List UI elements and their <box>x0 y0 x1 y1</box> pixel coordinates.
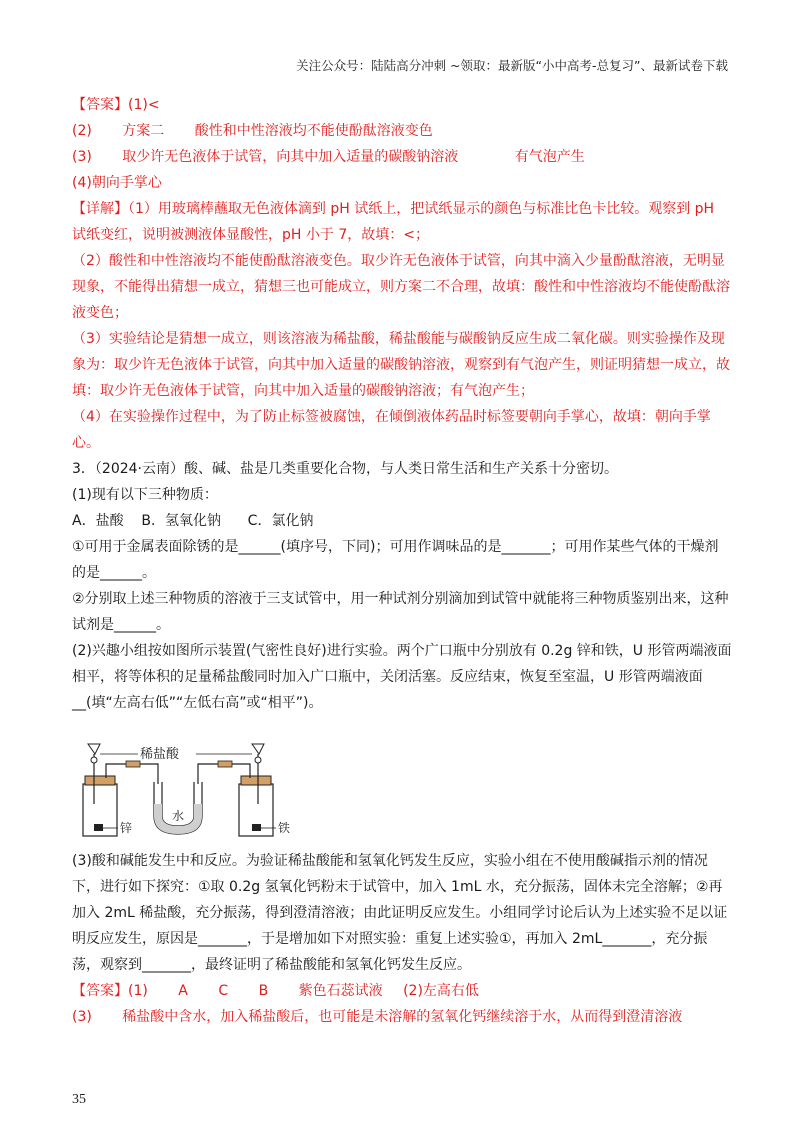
detail-paragraph-1 <box>72 196 732 248</box>
right-funnel <box>252 744 264 754</box>
page-content <box>72 92 732 1030</box>
left-stopper <box>85 776 115 785</box>
answer-2-part-2: 酸性和中性溶液均不能使酚酞溶液变色 <box>194 123 433 139</box>
answer2-tag: 【答案】 <box>72 983 128 999</box>
answer2-line-1 <box>72 978 732 1004</box>
detail-paragraph-3: （3）实验结论是猜想一成立，则该溶液为稀盐酸，稀盐酸能与碳酸钠反应生成二氧化碳。则实验操作及现象为：取少许无色液体于试管，向其中加入适量的碳酸钠溶液，观察到有气泡产生，则证明猜想一成立，故填：取少许无色液体于试管，向其中加入适量的碳酸钠溶液；有气泡产生； <box>72 331 730 399</box>
answer-3-part-1: 取少许无色液体于试管，向其中加入适量的碳酸钠溶液 <box>122 149 459 165</box>
question-part-3: (3)酸和碱能发生中和反应。为验证稀盐酸能和氢氧化钙发生反应，实验小组在不使用酸碱指示剂的情况下，进行如下探究：①取 0.2g 氢氧化钙粉末于试管中，加入 1mL 水，充分振荡，固体未完全溶解；②再加入 2mL 稀盐酸，充分振荡，得到澄清溶液；由此证明反应发生。小组同学讨论后认为上述实验不足以证明反应发生，原因是_______，于是增加如下对照实验：重复上述实验①，再加入 2mL_______，充分振荡，观察到_______，最终证明了稀盐酸能和氢氧化钙发生反应。 <box>72 853 728 973</box>
answer-4: (4)朝向手掌心 <box>72 175 162 191</box>
apparatus-diagram <box>78 724 298 844</box>
page-header: 关注公众号：陆陆高分冲刺 ~领取：最新版“小中高考-总复习”、最新试卷下载 <box>296 58 728 73</box>
answer-line-2 <box>72 118 732 144</box>
right-stopper <box>241 776 271 785</box>
iron-label: 铁 <box>278 821 291 835</box>
answer-2-num: (2) <box>72 123 92 139</box>
answer-2-part-1: 方案二 <box>122 123 165 139</box>
water-label: 水 <box>172 809 185 823</box>
acid-label: 稀盐酸 <box>140 747 180 762</box>
question-intro: 3．（2024·云南）酸、碱、盐是几类重要化合物，与人类日常生活和生产关系十分密切。 <box>72 461 618 477</box>
left-hose <box>126 761 140 767</box>
answer2-reason: 稀盐酸中含水，加入稀盐酸后，也可能是未溶解的氢氧化钙继续溶于水，从而得到澄清溶液 <box>122 1009 683 1025</box>
answer2-reagent: 紫色石蕊试液 <box>298 983 383 999</box>
answer2-a: A <box>178 983 188 999</box>
answer-tag: 【答案】 <box>72 97 128 113</box>
question-part-1a: ①可用于金属表面除锈的是______(填序号，下同)；可用作调味品的是_______；可用作某些气体的干燥剂的是______。 <box>72 539 719 581</box>
detail-paragraph-4: （4）在实验操作过程中，为了防止标签被腐蚀，在倾倒液体药品时标签要朝向手掌心，故填：朝向手掌心。 <box>72 409 711 451</box>
question-part-2: (2)兴趣小组按如图所示装置(气密性良好)进行实验。两个广口瓶中分别放有 0.2g 锌和铁，U 形管两端液面相平，将等体积的足量稀盐酸同时加入广口瓶中，关闭活塞。反应结束，恢复至室温，U 形管两端液面__(填“左高右低”“左低右高”或“相平”)。 <box>72 643 732 711</box>
left-stopcock <box>91 757 97 763</box>
answer-line-3 <box>72 144 732 170</box>
answer-line-4 <box>72 170 732 196</box>
answer2-c: C <box>218 983 229 999</box>
right-stopcock <box>255 757 261 763</box>
page-number: 35 <box>72 1092 86 1107</box>
apparatus-figure <box>78 724 298 844</box>
answer2-line-3 <box>72 1004 732 1030</box>
answer2-num-1: (1) <box>128 983 148 999</box>
answer2-q2: (2)左高右低 <box>403 983 479 999</box>
zinc-label: 锌 <box>120 821 133 835</box>
right-hose <box>218 761 232 767</box>
iron-piece <box>252 824 261 831</box>
question-options: A．盐酸 B．氢氧化钠 C．氯化钠 <box>72 513 314 529</box>
question-part-1b: ②分别取上述三种物质的溶液于三支试管中，用一种试剂分别滴加到试管中就能将三种物质鉴别出来，这种试剂是______。 <box>72 591 729 633</box>
detail-text-1: （1）用玻璃棒蘸取无色液体滴到 pH 试纸上，把试纸显示的颜色与标准比色卡比较。观察到 pH 试纸变红，说明被测液体显酸性，pH 小于 7，故填：<； <box>72 201 715 243</box>
detail-tag: 【详解】 <box>72 201 128 217</box>
zinc-piece <box>94 824 103 831</box>
answer-1: (1)< <box>128 97 160 113</box>
answer-3-num: (3) <box>72 149 92 165</box>
question-part-1: (1)现有以下三种物质： <box>72 487 218 503</box>
answer-3-part-2: 有气泡产生 <box>514 149 585 165</box>
answer2-num-3: (3) <box>72 1009 92 1025</box>
detail-paragraph-2: （2）酸性和中性溶液均不能使酚酞溶液变色。取少许无色液体于试管，向其中滴入少量酚酞溶液，无明显现象，不能得出猜想一成立，猜想三也可能成立，则方案二不合理，故填：酸性和中性溶液均不能使酚酞溶液变色； <box>72 253 730 321</box>
answer-line-1 <box>72 92 732 118</box>
answer2-b: B <box>258 983 269 999</box>
left-funnel <box>88 744 100 754</box>
